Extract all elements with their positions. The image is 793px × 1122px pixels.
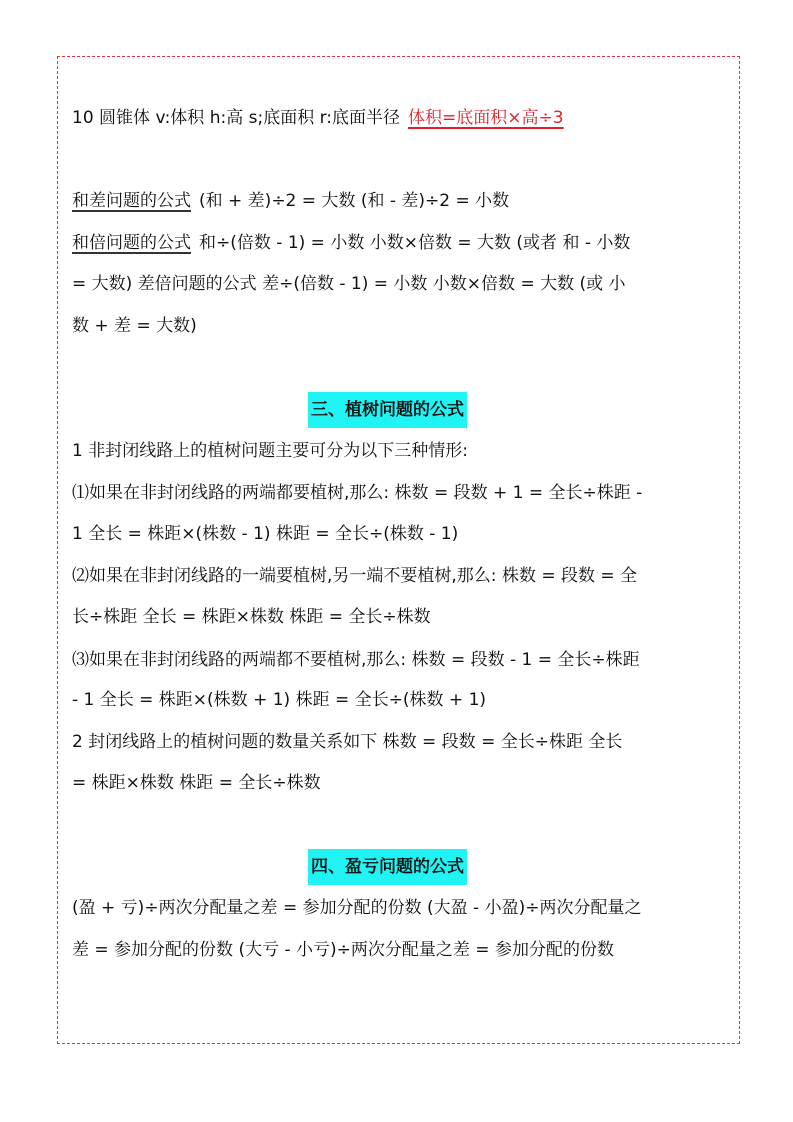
trees-line-8: 2 封闭线路上的植树问题的数量关系如下 株数 = 段数 = 全长÷株距 全长 bbox=[72, 732, 623, 752]
cone-definition: 10 圆锥体 v:体积 h:高 s;底面积 r:底面半径 bbox=[72, 108, 401, 128]
trees-line-2: ⑴如果在非封闭线路的两端都要植树,那么: 株数 = 段数 + 1 = 全长÷株距 - bbox=[72, 483, 643, 503]
sum-multiple-label: 和倍问题的公式 bbox=[72, 233, 191, 253]
cone-line bbox=[72, 106, 564, 130]
trees-line-7: - 1 全长 = 株距×(株数 + 1) 株距 = 全长÷(株数 + 1) bbox=[72, 690, 487, 710]
sum-multiple-line-1 bbox=[72, 231, 630, 255]
trees-line-4: ⑵如果在非封闭线路的一端要植树,另一端不要植树,那么: 株数 = 段数 = 全 bbox=[72, 566, 638, 586]
trees-line-5: 长÷株距 全长 = 株距×株数 株距 = 全长÷株数 bbox=[72, 607, 431, 627]
trees-line-6: ⑶如果在非封闭线路的两端都不要植树,那么: 株数 = 段数 - 1 = 全长÷株距 bbox=[72, 650, 640, 670]
trees-line-3: 1 全长 = 株距×(株数 - 1) 株距 = 全长÷(株数 - 1) bbox=[72, 524, 459, 544]
sum-diff-label: 和差问题的公式 bbox=[72, 191, 191, 211]
sum-diff-line bbox=[72, 189, 509, 213]
sum-multiple-line-2: = 大数) 差倍问题的公式 差÷(倍数 - 1) = 小数 小数×倍数 = 大数 (或 小 bbox=[72, 274, 626, 294]
trees-line-9: = 株距×株数 株距 = 全长÷株数 bbox=[72, 773, 321, 793]
heading-profit-loss: 四、盈亏问题的公式 bbox=[308, 849, 467, 885]
cone-volume-formula: 体积=底面积×高÷3 bbox=[408, 108, 564, 128]
trees-line-1: 1 非封闭线路上的植树问题主要可分为以下三种情形: bbox=[72, 441, 468, 461]
sum-multiple-line-3: 数 + 差 = 大数) bbox=[72, 316, 197, 336]
sum-multiple-formula: 和÷(倍数 - 1) = 小数 小数×倍数 = 大数 (或者 和 - 小数 bbox=[199, 233, 631, 253]
profit-line-2: 差 = 参加分配的份数 (大亏 - 小亏)÷两次分配量之差 = 参加分配的份数 bbox=[72, 940, 614, 960]
profit-line-1: (盈 + 亏)÷两次分配量之差 = 参加分配的份数 (大盈 - 小盈)÷两次分配量之 bbox=[72, 898, 642, 918]
sum-diff-formula: (和 + 差)÷2 = 大数 (和 - 差)÷2 = 小数 bbox=[199, 191, 510, 211]
heading-tree-planting: 三、植树问题的公式 bbox=[308, 392, 467, 428]
